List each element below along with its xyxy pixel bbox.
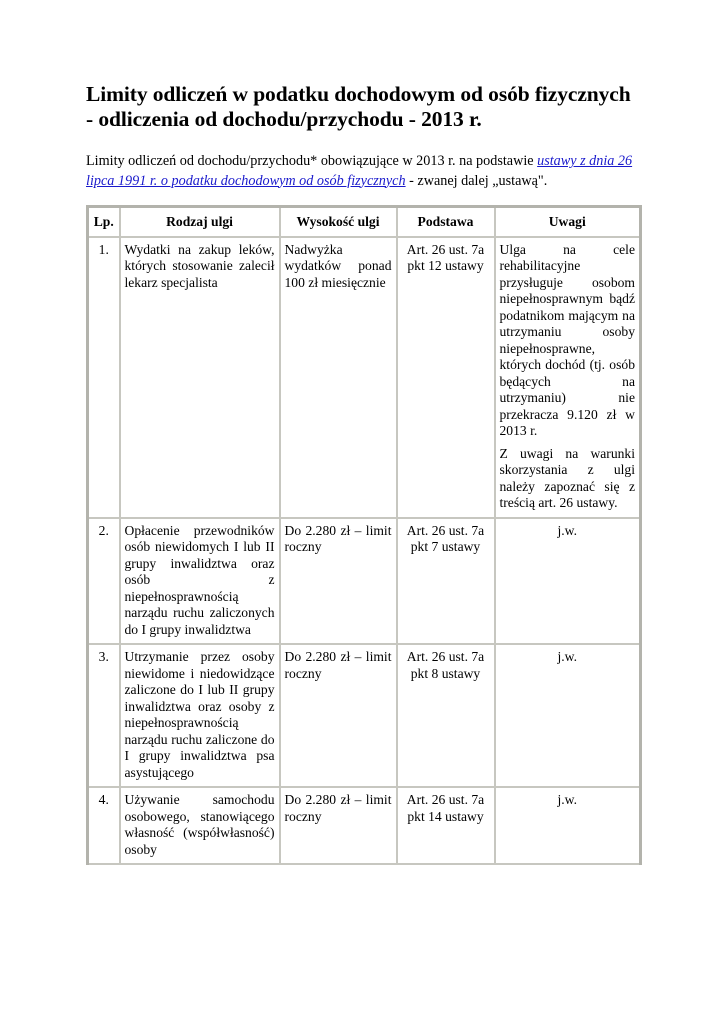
intro-paragraph bbox=[86, 152, 639, 191]
cell-wysokosc-ulgi: Do 2.280 zł – limit roczny bbox=[280, 644, 397, 787]
uwagi-paragraph-1: Ulga na cele rehabilitacyjne przysługuje osobom niepełnosprawnym bądź podatnikom mającym na utrzymaniu osoby niepełnosprawne, których dochód (tj. osób będących na utrzymaniu) nie przekracza 9.120 zł w 2013 r. bbox=[499, 241, 635, 438]
header-lp: Lp. bbox=[88, 207, 120, 237]
header-uwagi: Uwagi bbox=[495, 207, 641, 237]
page-title: Limity odliczeń w podatku dochodowym od osób fizycznych - odliczenia od dochodu/przychodu - 2013 r. bbox=[86, 82, 631, 131]
cell-wysokosc-ulgi: Do 2.280 zł – limit roczny bbox=[280, 787, 397, 864]
table-row bbox=[88, 237, 641, 518]
cell-lp: 4. bbox=[88, 787, 120, 864]
cell-uwagi: j.w. bbox=[495, 787, 641, 864]
table-row bbox=[88, 787, 641, 864]
law-link[interactable]: ustawy z dnia 26 lipca 1991 r. o podatku dochodowym od osób fizycznych bbox=[86, 153, 633, 189]
cell-podstawa: Art. 26 ust. 7a pkt 8 ustawy bbox=[397, 644, 495, 787]
table-row bbox=[88, 644, 641, 787]
cell-podstawa: Art. 26 ust. 7a pkt 7 ustawy bbox=[397, 518, 495, 645]
cell-rodzaj-ulgi: Utrzymanie przez osoby niewidome i niedowidzące zaliczone do I lub II grupy inwalidztwa oraz osoby z niepełnosprawnością narządu ruchu zaliczone do I grupy inwalidztwa psa asystującego bbox=[120, 644, 280, 787]
cell-rodzaj-ulgi: Wydatki na zakup leków, których stosowanie zalecił lekarz specjalista bbox=[120, 237, 280, 518]
intro-text-before: Limity odliczeń od dochodu/przychodu* obowiązujące w 2013 r. na podstawie bbox=[86, 153, 538, 169]
header-rodzaj-ulgi: Rodzaj ulgi bbox=[120, 207, 280, 237]
header-podstawa: Podstawa bbox=[397, 207, 495, 237]
cell-podstawa: Art. 26 ust. 7a pkt 12 ustawy bbox=[397, 237, 495, 518]
document-page bbox=[86, 82, 639, 857]
cell-rodzaj-ulgi: Opłacenie przewodników osób niewidomych I lub II grupy inwalidztwa oraz osób z niepełnosprawnością narządu ruchu zaliczonych do I grupy inwalidztwa bbox=[120, 518, 280, 645]
cell-uwagi: j.w. bbox=[495, 518, 641, 645]
intro-text-after: - zwanej dalej „ustawą". bbox=[405, 172, 548, 189]
table-header-row bbox=[88, 207, 641, 237]
header-wysokosc-ulgi: Wysokość ulgi bbox=[280, 207, 397, 237]
cell-wysokosc-ulgi: Nadwyżka wydatków ponad 100 zł miesięcznie bbox=[280, 237, 397, 518]
cell-lp: 1. bbox=[88, 237, 120, 518]
cell-lp: 3. bbox=[88, 644, 120, 787]
cell-lp: 2. bbox=[88, 518, 120, 645]
cell-podstawa: Art. 26 ust. 7a pkt 14 ustawy bbox=[397, 787, 495, 864]
cell-wysokosc-ulgi: Do 2.280 zł – limit roczny bbox=[280, 518, 397, 645]
uwagi-paragraph-2: Z uwagi na warunki skorzystania z ulgi należy zapoznać się z treścią art. 26 ustawy. bbox=[499, 445, 635, 510]
deductions-table bbox=[86, 205, 642, 865]
cell-uwagi: j.w. bbox=[495, 644, 641, 787]
cell-rodzaj-ulgi: Używanie samochodu osobowego, stanowiącego własność (współwłasność) osoby bbox=[120, 787, 280, 864]
cell-uwagi bbox=[495, 237, 641, 518]
table-row bbox=[88, 518, 641, 645]
